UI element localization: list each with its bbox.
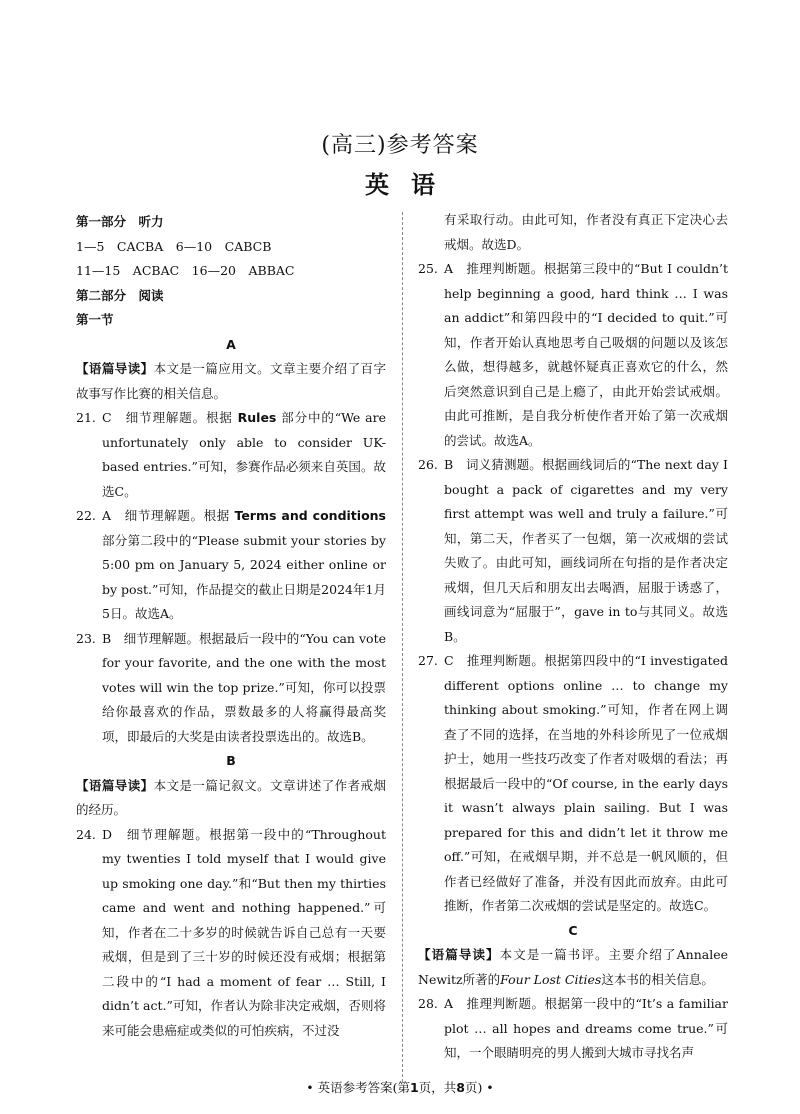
answer-number: 23.	[76, 630, 96, 646]
answer-21: 21. C 细节理解题。根据 Rules 部分中的“We are unfortunately only able to consider UK-based entries.”可知，参赛作品必须来自英国。故选C。	[76, 406, 386, 504]
guide-c: 【语篇导读】本文是一篇书评。主要介绍了Annalee Newitz所著的Four Lost Cities这本书的相关信息。	[418, 947, 728, 987]
answer-number: 27.	[418, 653, 438, 668]
page-header	[0, 128, 800, 200]
passage-c-heading: C	[568, 922, 578, 938]
part2-title: 第二部分 阅读	[76, 287, 164, 303]
passage-b-heading: B	[226, 753, 236, 768]
answer-number: 21.	[76, 410, 96, 425]
section1-title: 第一节	[76, 312, 114, 327]
guide-a-text: 本文是一篇应用文。文章主要介绍了百字故事写作比赛的相关信息。	[76, 361, 386, 401]
answer-27: 27. C 推理判断题。根据第四段中的“I investigated different options online … to change my thinking about smoking.”可知，作者在网上调查了不同的选择，在当地的外科诊所见了一位戒烟护士，她用一些技巧改变了作者对吸烟的看法；再根据最后一段中的“Of course, in the early days it wasn’t always plain sailing. But I was prepared for this and didn’t let it throw me off.”可知，在戒烟早期，并不总是一帆风顺的，但作者已经做好了准备，并没有因此而放弃。由此可推断，作者第二次戒烟的尝试是坚定的。故选C。	[418, 649, 728, 919]
answer-number: 26.	[418, 457, 438, 472]
answer-number: 28.	[418, 996, 438, 1011]
guide-b-text: 本文是一篇记叙文。文章讲述了作者戒烟的经历。	[76, 777, 386, 817]
guide-a	[76, 357, 386, 406]
document-subtitle: (高三)参考答案	[321, 133, 479, 158]
passage-a-heading: A	[226, 336, 236, 352]
guide-label: 【语篇导读】	[76, 777, 154, 793]
answer-23: 23. B 细节理解题。根据最后一段中的“You can vote for your favorite, and the one with the most votes will win the top prize.”可知，你可以投票给你最喜欢的作品，票数最多的人将赢得最高奖项，即最后的大奖是由读者投票选出的。故选B。	[76, 627, 386, 750]
answer-22: 22. A 细节理解题。根据 Terms and conditions 部分第二段中的“Please submit your stories by 5:00 pm on January 5, 2024 either online or by post.”可知，作品提交的截止日期是2024年1月5日。故选A。	[76, 504, 386, 627]
document-title: 英语	[365, 171, 457, 199]
answer-24: 24. D 细节理解题。根据第一段中的“Throughout my twenties I told myself that I would give up smoking one day.”和“But then my thirties came and went and nothing happened.”可知，作者在二十多岁的时候就告诉自己总有一天要戒烟，但是到了三十岁的时候还没有戒烟；根据第二段中的“I had a moment of fear … Still, I didn’t act.”可知，作者认为除非决定戒烟，否则将来可能会患癌症或类似的可怕疾病，不过没	[76, 823, 386, 1044]
answer-28: 28. A 推理判断题。根据第一段中的“It’s a familiar plot … all hopes and dreams come true.”可知，一个眼睛明亮的男人搬到大城市寻找名声	[418, 992, 728, 1066]
keyword: Rules	[237, 410, 277, 425]
answer-number: 22.	[76, 508, 96, 523]
left-column	[76, 210, 386, 1043]
listening-answers-1: 1—5 CACBA 6—10 CABCB	[76, 238, 272, 254]
page-number: 1	[410, 1080, 419, 1095]
page-footer: • 英语参考答案(第1页，共8页) •	[306, 1080, 494, 1095]
guide-b	[76, 774, 386, 823]
keyword: Terms and conditions	[234, 508, 386, 523]
answer-25: 25. A 推理判断题。根据第三段中的“But I couldn’t help beginning a good, hard think … I was an addict”和第四段中的“I decided to quit.”可知，作者开始认真地思考自己吸烟的问题以及该怎么做，想得越多，就越怀疑真正喜欢它的什么，然后突然意识到自己是上瘾了，由此开始尝试戒烟。由此可推断，是自我分析使作者开始了第一次戒烟的尝试。故选A。	[418, 257, 728, 453]
part1-title: 第一部分 听力	[76, 214, 164, 229]
column-divider	[402, 212, 403, 1082]
right-column	[418, 208, 728, 1066]
answer-24-continued: 有采取行动。由此可知，作者没有真正下定决心去戒烟。故选D。	[444, 212, 728, 252]
answer-26: 26. B 词义猜测题。根据画线词后的“The next day I bought a pack of cigarettes and my very first attempt was well and truly a failure.”可知，第二天，作者买了一包烟，第一次戒烟的尝试失败了。由此可知，画线词所在句指的是作者决定戒烟，但几天后和朋友出去喝酒，屈服于诱惑了，画线词意为“屈服于”，gave in to与其同义。故选B。	[418, 453, 728, 649]
guide-label: 【语篇导读】	[76, 361, 154, 376]
listening-answers-2: 11—15 ACBAC 16—20 ABBAC	[76, 263, 295, 278]
answer-number: 25.	[418, 261, 438, 276]
answer-number: 24.	[76, 826, 96, 842]
page-total: 8	[456, 1080, 465, 1095]
book-title: Four Lost Cities	[500, 971, 602, 987]
guide-label: 【语篇导读】	[418, 947, 500, 962]
